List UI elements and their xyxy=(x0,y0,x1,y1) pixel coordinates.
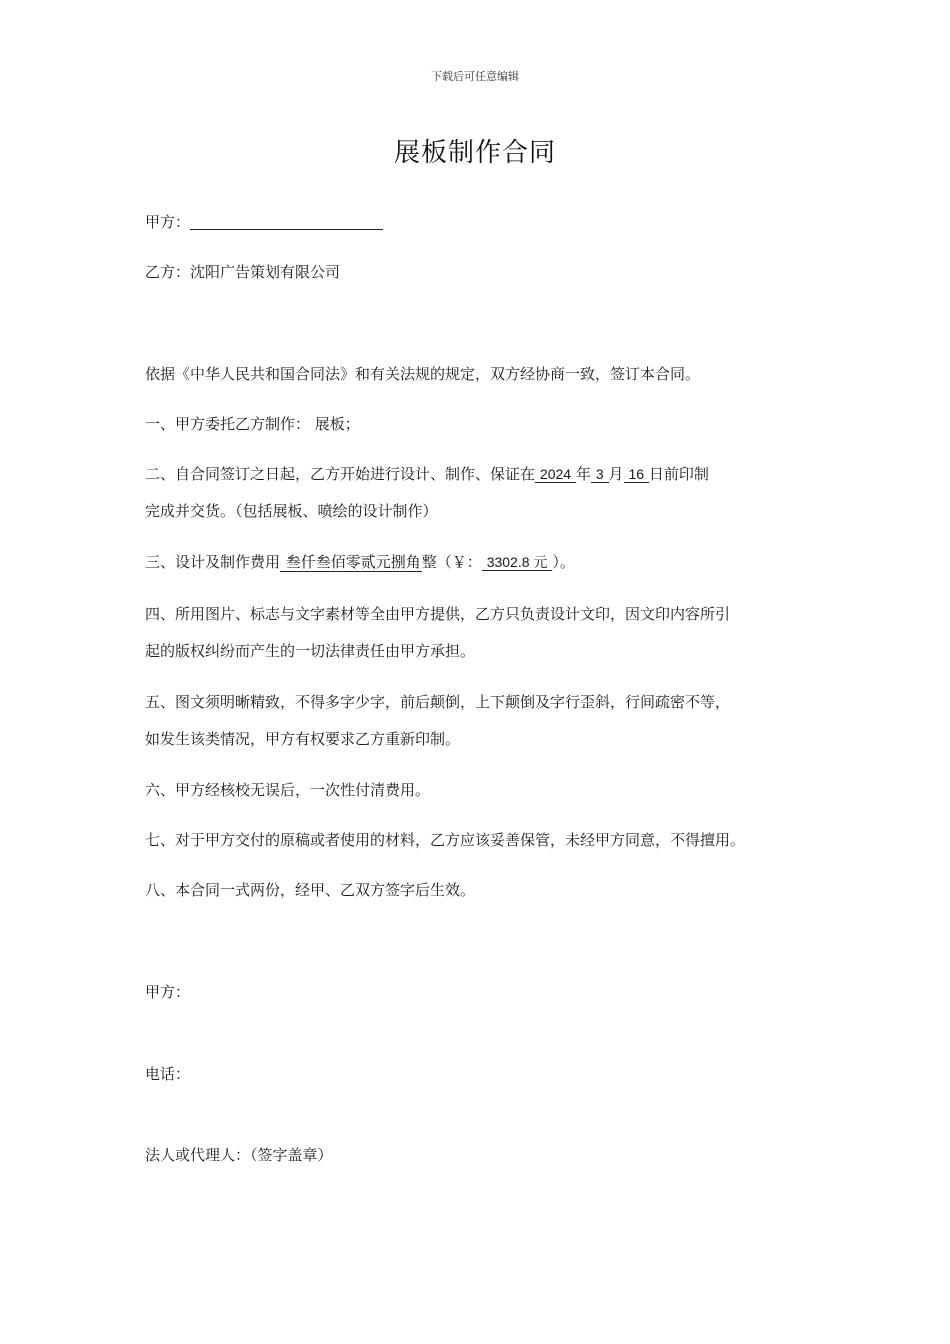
clause-8: 八、本合同一式两份，经甲、乙双方签字后生效。 xyxy=(145,881,476,899)
party-a-label: 甲方： xyxy=(145,213,191,231)
clause-3-prefix: 三、设计及制作费用 xyxy=(145,553,281,571)
clause-5-line-1: 五、图文须明晰精致，不得多字少字，前后颠倒，上下颠倒及字行歪斜，行间疏密不等， xyxy=(145,693,731,711)
clause-4-line-1: 四、所用图片、标志与文字素材等全由甲方提供，乙方只负责设计文印，因文印内容所引 xyxy=(145,605,731,623)
clause-5-line-2: 如发生该类情况，甲方有权要求乙方重新印制。 xyxy=(145,730,461,748)
sign-party-a: 甲方： xyxy=(145,983,191,1001)
fee-amount-words: 叁仟叁佰零贰元捌角 xyxy=(281,553,421,571)
delivery-year: 2024 xyxy=(536,466,575,482)
clause-2-suffix: 日前印制 xyxy=(648,465,709,483)
clause-1: 一、甲方委托乙方制作： 展板； xyxy=(145,415,360,433)
delivery-day: 16 xyxy=(624,466,648,482)
clause-2-line-1 xyxy=(145,463,709,484)
sign-representative: 法人或代理人：（签字盖章） xyxy=(145,1146,333,1164)
clause-6: 六、甲方经核校无误后，一次性付清费用。 xyxy=(145,781,431,799)
party-b-line: 乙方：沈阳广告策划有限公司 xyxy=(145,263,341,281)
clause-2-line-2: 完成并交货。（包括展板、喷绘的设计制作） xyxy=(145,502,438,520)
party-a-blank xyxy=(190,213,383,230)
party-a-line xyxy=(145,211,383,232)
fee-amount-number: 3302.8 元 xyxy=(482,554,552,570)
delivery-month: 3 xyxy=(591,466,608,482)
clause-4-line-2: 起的版权纠纷而产生的一切法律责任由甲方承担。 xyxy=(145,642,476,660)
clause-3-mid: 整（￥： xyxy=(421,553,482,571)
clause-2-prefix: 二、自合同签订之日起，乙方开始进行设计、制作、保证在 xyxy=(145,465,536,483)
clause-7: 七、对于甲方交付的原稿或者使用的材料，乙方应该妥善保管，未经甲方同意，不得擅用。 xyxy=(145,831,746,849)
clause-3 xyxy=(145,551,575,572)
sign-phone: 电话： xyxy=(145,1065,191,1083)
intro-text: 依据《中华人民共和国合同法》和有关法规的规定，双方经协商一致，签订本合同。 xyxy=(145,365,701,383)
month-unit: 月 xyxy=(608,465,624,483)
year-unit: 年 xyxy=(575,465,591,483)
header-note: 下载后可任意编辑 xyxy=(431,70,519,83)
document-title: 展板制作合同 xyxy=(393,138,556,168)
clause-3-suffix: ）。 xyxy=(552,553,575,571)
